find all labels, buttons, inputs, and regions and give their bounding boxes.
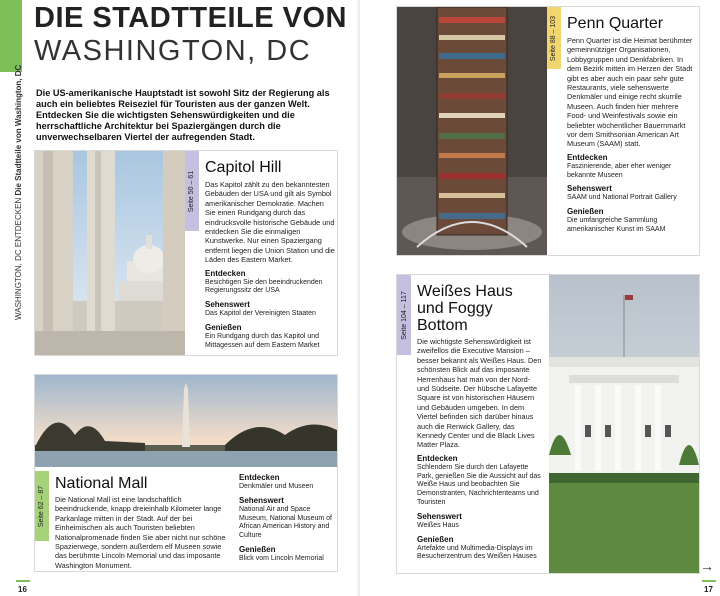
penn-geniessen: Die umfangreiche Sammlung amerikanischer Kunst im SAAM [567,217,666,234]
capitol-entdecken: Besichtigen Sie den beeindruckenden Regierungssitz der USA [205,278,323,295]
penn-quarter-card [396,6,700,256]
whitehouse-photo [549,275,699,573]
penn-text [567,15,697,235]
penn-title: Penn Quarter [567,15,664,32]
mall-text [55,475,231,570]
capitol-geniessen: Ein Rundgang durch das Kapitol und Mittagessen auf dem Eastern Market [205,333,320,349]
mall-geniessen-label: Genießen [239,544,276,554]
whitehouse-title: Weißes Haus und Foggy Bottom [417,283,513,334]
whitehouse-geniessen-label: Genießen [417,534,454,544]
national-mall-card [34,374,338,572]
whitehouse-text [417,283,543,562]
mall-sehenswert-label: Sehenswert [239,495,284,505]
penn-body: Penn Quarter ist die Heimat berühmter gemeinnütziger Organisationen, Lobbygruppen und Denkfabriken. In dem Bezirk mitten im Herzen der Stadt gibt es aber auch ein paar sehr gute Restaurants, viele sehenswerte Denkmäler und einige recht skurrile Museen. Auch finden hier mehrere Food- und Weinfestivals sowie ein beliebter wöchentlicher Bauernmarkt vor dem Smithsonian American Art Museum (SAAM) statt. [567,36,693,149]
capitol-entdecken-label: Entdecken [205,268,246,278]
page-number-rule-right [702,580,716,582]
book-tower-illustration [397,7,547,255]
penn-sehenswert: SAAM und National Portrait Gallery [567,194,677,202]
mall-sehenswert: National Air and Space Museum, National Museum of African American History and Culture [239,505,332,540]
mall-title: National Mall [55,475,148,492]
mall-facts [239,473,333,564]
next-page-arrow-icon[interactable]: → [700,558,714,574]
capitol-body: Das Kapitol zählt zu den bekanntesten Gebäuden der USA und gilt als Symbol amerikanischer Demokratie. Machen Sie einen Rundgang durch das eindrucksvolle historische Gebäude und entdecken Sie die einmaligen Kunstwerke. Nur einen Spaziergang entfernt liegen die Union Station und die Läden des Eastern Market. [205,180,335,265]
running-header [14,65,23,320]
whitehouse-page-range: Seite 104 – 117 [400,290,408,340]
mall-photo [35,375,337,467]
mall-entdecken-label: Entdecken [239,473,280,482]
capitol-sehenswert-label: Sehenswert [205,300,250,310]
page-number-rule [16,580,30,582]
mall-illustration [35,375,337,467]
mall-body: Die National Mall ist eine landschaftlich beeindruckende, knapp dreieinhalb Kilometer lange Parkanlage mitten in der Stadt. Auf der bei Einheimischen als auch Touristen beliebten Nationalpromenade finden Sie aber nicht nur schöne Spazierwege, sondern außerdem elf Museen sowie das berühmte Lincoln Memorial und das imposante Washington Monument. [55,495,226,570]
penn-photo [397,7,547,255]
right-page [360,0,720,596]
running-header-section: WASHINGTON, DC ENTDECKEN [14,197,23,320]
capitol-page-tab [185,151,199,231]
capitol-photo [35,151,185,355]
whitehouse-geniessen: Artefakte und Multimedia-Displays im Besucherzentrum des Weißen Hauses [417,544,537,561]
whitehouse-entdecken-label: Entdecken [417,453,458,463]
penn-geniessen-label: Genießen [567,207,604,217]
capitol-illustration [35,151,185,355]
penn-entdecken: Faszinierende, aber eher weniger bekannte Museen [567,162,672,179]
mall-geniessen: Blick vom Lincoln Memorial [239,554,324,562]
whitehouse-sehenswert-label: Sehenswert [417,511,462,521]
capitol-hill-card [34,150,338,356]
mall-page-tab [35,471,49,541]
whitehouse-page-tab [397,275,411,355]
penn-sehenswert-label: Sehenswert [567,184,612,194]
penn-page-range: Seite 88 – 103 [550,15,558,61]
penn-entdecken-label: Entdecken [567,152,608,162]
white-house-card [396,274,700,574]
capitol-text [205,159,335,351]
whitehouse-entdecken: Schlendern Sie durch den Lafayette Park, genießen Sie die Aussicht auf das Weiße Haus und beobachten Sie Demonstranten, Nachrichtenteams und Touristen [417,463,541,507]
intro-paragraph: Die US-amerikanische Hauptstadt ist sowohl Sitz der Regierung als auch ein beliebtes Reiseziel für Touristen aus der ganzen Welt. Entdecken Sie die wichtigsten Sehenswürdigkeiten und die herrschaftliche Architektur bei Spaziergängen durch die unverwechselbaren Viertel der aufregenden Stadt. [36,88,330,142]
capitol-title: Capitol Hill [205,159,282,176]
section-color-bar [0,0,22,72]
capitol-page-range: Seite 50 – 61 [188,170,196,212]
page-title-line2: WASHINGTON, DC [34,35,312,67]
page-number-left: 16 [18,585,27,594]
page-title-line1: DIE STADTTEILE VON [34,2,347,34]
page-number-right: 17 [704,585,713,594]
capitol-geniessen-label: Genießen [205,323,242,333]
mall-entdecken: Denkmäler und Museen [239,483,314,490]
whitehouse-sehenswert: Weißes Haus [417,521,459,529]
whitehouse-body: Die wichtigste Sehenswürdigkeit ist zweifellos die Executive Mansion – besser bekannt als Weißes Haus. Den schönsten Blick auf das imposante Herrenhaus hat man von der Nord- und Südseite. Der hübsche Lafayette Square ist von historischen Häusern und Gebäuden umgeben. In dem Viertel befinden sich darüber hinaus auch die Renwick Gallery, das Kennedy Center und die Black Lives Matter Plaza. [417,337,542,450]
mall-page-range: Seite 62 – 87 [38,485,46,527]
capitol-sehenswert: Das Kapitol der Vereinigten Staaten [205,310,316,318]
penn-page-tab [547,7,561,69]
running-header-chapter: Die Stadtteile von Washington, DC [14,64,23,196]
white-house-illustration [549,275,699,573]
